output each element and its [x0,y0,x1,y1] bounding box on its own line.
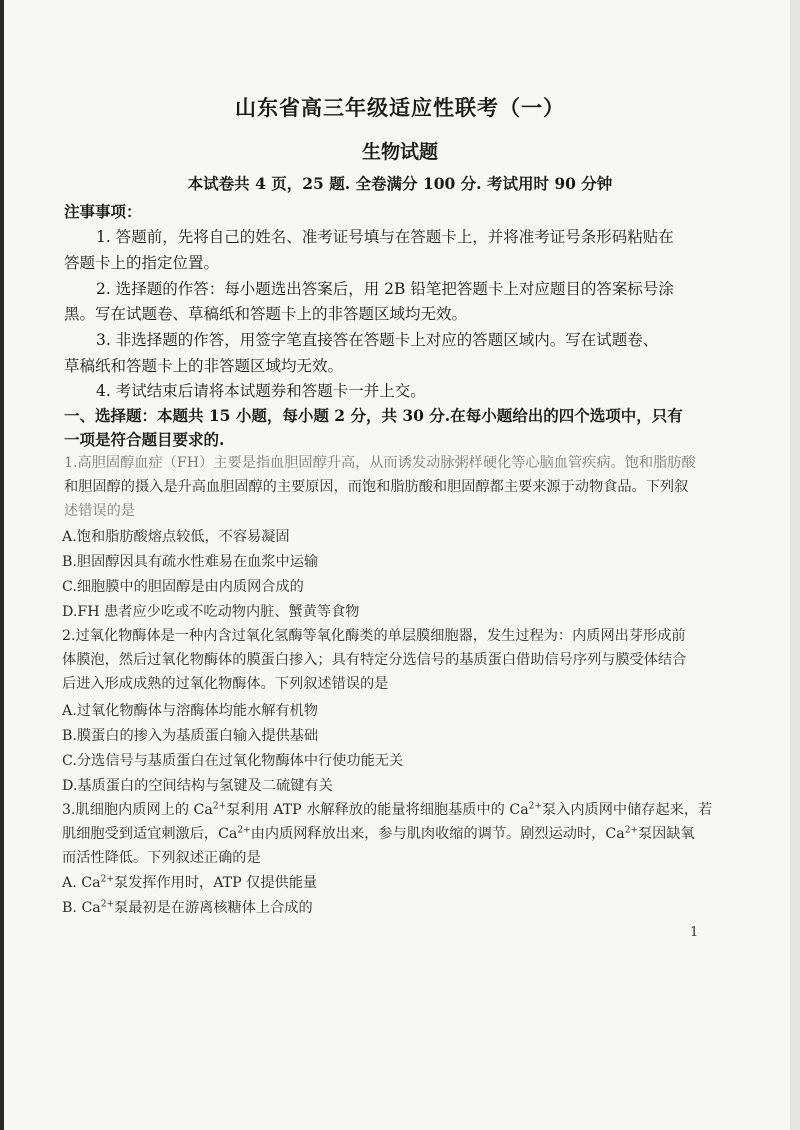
q3-line1-part-b: 泵利用 ATP 水解释放的能量将细胞基质中的 Ca [226,802,529,818]
question-2-stem-line-2: 体膜泡，然后过氧化物酶体的膜蛋白掺入；具有特定分选信号的基质蛋白借助信号序列与膜受体结合 [62,652,687,668]
section-heading-line-2: 一项是符合题目要求的. [64,430,225,449]
question-1-option-d: D.FH 患者应少吃或不吃动物内脏、蟹黄等食物 [62,604,360,620]
exam-title: 山东省高三年级适应性联考（一） [235,95,565,120]
question-2-option-a: A.过氧化物酶体与溶酶体均能水解有机物 [62,703,318,719]
q3-line1-sup-1: 2+ [212,801,227,812]
notice-item-4: 4. 考试结束后请将本试题券和答题卡一并上交。 [96,382,426,400]
exam-subject: 生物试题 [361,141,438,163]
scan-edge-right [790,0,800,1130]
question-1-option-c: C.细胞膜中的胆固醇是由内质网合成的 [62,579,304,595]
q3-line2-part-a: 肌细胞受到适宜刺激后，Ca [62,826,238,842]
question-3-stem-line-2 [62,823,695,843]
question-3-stem-line-1 [62,799,712,819]
section-heading-line-1: 一、选择题：本题共 15 小题，每小题 2 分，共 30 分.在每小题给出的四个选项中，只有 [64,406,683,425]
q3-line1-part-c: 泵入内质网中储存起来，若 [541,802,713,818]
question-1-stem-line-3: 述错误的是 [64,503,135,519]
scan-edge-left [0,0,4,1130]
question-2-stem-line-1: 2.过氧化物酶体是一种内含过氧化氢酶等氧化酶类的单层膜细胞器，发生过程为：内质网出芽形成前 [62,628,686,644]
q3-line2-sup-1: 2+ [237,825,251,836]
exam-info: 本试卷共 4 页，25 题. 全卷满分 100 分. 考试用时 90 分钟 [187,174,613,193]
question-1-option-b: B.胆固醇因具有疏水性难易在血浆中运输 [62,554,319,570]
notice-item-1-line-2: 答题卡上的指定位置。 [64,254,220,272]
notice-item-3-line-1: 3. 非选择题的作答，用签字笔直接答在答题卡上对应的答题区域内。写在试题卷、 [96,331,659,349]
q3-line1-sup-2: 2+ [528,801,542,812]
notice-item-2-line-2: 黑。写在试题卷、草稿纸和答题卡上的非答题区域均无效。 [64,305,468,323]
page-number: 1 [690,925,699,940]
question-1-stem-line-1: 1.高胆固醇血症（FH）主要是指血胆固醇升高，从而诱发动脉粥样硬化等心脑血管疾病。饱和脂肪酸 [64,455,696,471]
q3-opt-a-part-a: A. Ca [62,875,101,891]
q3-line2-part-b: 由内质网释放出来，参与肌肉收缩的调节。剧烈运动时，Ca [250,826,625,842]
question-3-option-a [62,872,317,892]
question-1-option-a: A.饱和脂肪酸熔点较低，不容易凝固 [62,529,290,545]
q3-opt-a-sup: 2+ [100,874,114,885]
question-2-stem-line-3: 后进入形成成熟的过氧化物酶体。下列叙述错误的是 [62,676,389,692]
q3-line2-part-c: 泵因缺氧 [637,826,695,842]
question-3-stem-line-3: 而活性降低。下列叙述正确的是 [62,850,261,866]
q3-opt-a-part-b: 泵发挥作用时，ATP 仅提供能量 [113,875,318,891]
question-3-option-b [62,897,313,917]
notice-item-2-line-1: 2. 选择题的作答：每小题选出答案后，用 2B 铅笔把答题卡上对应题目的答案标号涂 [96,280,674,298]
notice-heading: 注事事项： [64,202,142,221]
question-2-option-b: B.膜蛋白的掺入为基质蛋白输入提供基础 [62,728,319,744]
notice-item-3-line-2: 草稿纸和答题卡上的非答题区域均无效。 [64,357,344,375]
notice-item-1-line-1: 1. 答题前，先将自己的姓名、准考证号填与在答题卡上，并将准考证号条形码粘贴在 [96,228,674,246]
question-2-option-c: C.分选信号与基质蛋白在过氧化物酶体中行使功能无关 [62,753,404,769]
q3-opt-b-sup: 2+ [100,899,115,910]
q3-line1-part-a: 3.肌细胞内质网上的 Ca [62,802,213,818]
q3-opt-b-part-b: 泵最初是在游离核糖体上合成的 [114,900,313,916]
q3-opt-b-part-a: B. Ca [62,900,101,916]
question-1-stem-line-2: 和胆固醇的摄入是升高血胆固醇的主要原因，而饱和脂肪酸和胆固醇都主要来源于动物食品。下列叙 [64,479,689,495]
question-2-option-d: D.基质蛋白的空间结构与氢键及二硫键有关 [62,778,333,794]
q3-line2-sup-2: 2+ [624,825,638,836]
